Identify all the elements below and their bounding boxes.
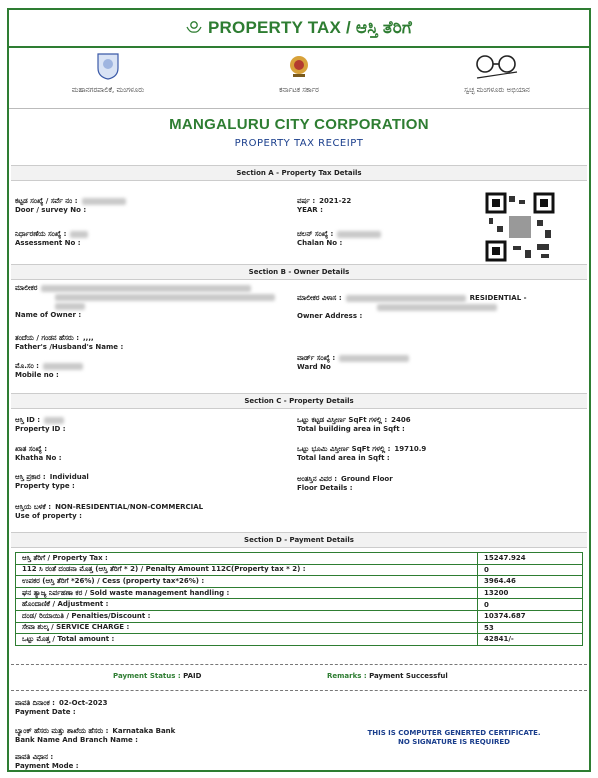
payment-row-amount: 42841/- [478,634,583,646]
section-c-heading: Section C - Property Details [11,393,587,409]
address-label-en: Owner Address : [297,312,363,320]
bank-value: Karnataka Bank [112,727,176,735]
section-a-heading: Section A - Property Tax Details [11,165,587,181]
swachh-caption: ಸ್ವಚ್ಛ ಮಂಗಳೂರು ಅಭಿಯಾನ [464,86,530,94]
mobile-label-en: Mobile no : [15,371,59,379]
status-row [9,672,589,684]
payment-row-label: ಒಟ್ಟು ಮೊತ್ತ / Total amount : [16,634,478,646]
pid-label-kn: ಆಸ್ತಿ ID : [15,416,41,424]
receipt-frame [7,8,591,772]
computer-generated-note [339,729,569,747]
mobile-field [15,362,83,380]
pid-label-en: Property ID : [15,425,66,433]
land-value: 19710.9 [394,445,427,453]
ptype-value: Individual [49,473,89,481]
payment-row [16,553,583,565]
redacted-value [337,231,381,238]
door-label-en: Door / survey No : [15,206,87,214]
payment-row-label: ಸೇವಾ ಶುಲ್ಕ / SERVICE CHARGE : [16,622,478,634]
bank-label-kn: ಬ್ಯಾಂಕ್ ಹೆಸರು ಮತ್ತು ಶಾಖೆಯ ಹೆಸರು : [15,727,109,735]
remarks-label: Remarks : [327,672,367,680]
redacted-value [339,355,409,362]
floor-field [297,475,393,493]
redacted-value [55,294,275,301]
father-value: ,,,, [83,334,94,342]
mobile-label-kn: ಮೊ.ಸಂ : [15,362,39,370]
build-label-en: Total building area in Sqft : [297,425,405,433]
chalan-label-en: Chalan No : [297,239,343,247]
assessment-label-en: Assessment No : [15,239,81,247]
owner-name-field [15,284,275,320]
khatha-label-en: Khatha No : [15,454,62,462]
payment-status-field [113,672,201,680]
payment-row [16,564,583,576]
payment-row [16,576,583,588]
cert-line-2: NO SIGNATURE IS REQUIRED [398,738,510,746]
year-field [297,197,351,215]
address-partial-value: RESIDENTIAL - [469,294,527,302]
date-label-en: Payment Date : [15,708,76,716]
khatha-field [15,445,62,463]
remarks-value: Payment Successful [369,672,448,680]
door-field [15,197,126,215]
build-label-kn: ಒಟ್ಟು ಕಟ್ಟಡ ವಿಸ್ತೀರ್ಣ SqFt ಗಳಲ್ಲಿ : [297,416,388,424]
chalan-label-kn: ಚಲನ್ ಸಂಖ್ಯೆ : [297,230,334,238]
swachh-logo-block [437,52,557,95]
receipt-subtitle: PROPERTY TAX RECEIPT [234,138,364,149]
remarks-field [327,672,448,680]
payment-row-label: 112 ಸಿ ರಂತೆ ದಂಡನಾ ಮೊತ್ತ (ಆಸ್ತಿ ತೆರಿಗೆ * 2) / Penalty Amount 112C(Property tax * 2) : [16,564,478,576]
payment-row-label: ದಂಡ/ ರಿಯಾಯಿತಿ / Penalties/Discount : [16,610,478,622]
floor-label-en: Floor Details : [297,484,353,492]
bank-field [15,727,175,745]
corporation-emblem-icon [96,52,120,80]
payment-row-amount: 3964.46 [478,576,583,588]
govt-logo-block [249,52,349,95]
redacted-value [44,417,64,424]
section-b-heading: Section B - Owner Details [11,264,587,280]
floor-label-kn: ಅಂತಸ್ತಿನ ವಿವರ : [297,475,338,483]
ward-label-en: Ward No [297,363,331,371]
payment-status-value: PAID [183,672,202,680]
payment-row-amount: 0 [478,599,583,611]
land-label-en: Total land area in Sqft : [297,454,390,462]
property-id-field [15,416,66,434]
payment-row [16,634,583,646]
payment-row [16,587,583,599]
payment-row-label: ಆಸ್ತಿ ತೆರಿಗೆ / Property Tax : [22,553,108,562]
payment-row [16,610,583,622]
payment-row-amount: 0 [478,564,583,576]
use-label-kn: ಆಸ್ತಿಯ ಬಳಕೆ : [15,503,52,511]
property-type-field [15,473,89,491]
land-label-kn: ಒಟ್ಟು ಭೂಮಿ ವಿಸ್ತೀರ್ಣ SqFt ಗಳಲ್ಲಿ : [297,445,391,453]
owner-label-kn: ಮಾಲೀಕರ [15,284,38,292]
mode-label-en: Payment Mode : [15,762,79,770]
section-d-heading: Section D - Payment Details [11,532,587,548]
payment-row-label: ಉಪಕರ (ಆಸ್ತಿ ತೆರಿಗೆ *26%) / Cess (property tax*26%) : [16,576,478,588]
corporation-title: MANGALURU CITY CORPORATION [169,116,429,133]
date-value: 02-Oct-2023 [58,699,108,707]
redacted-value [70,231,88,238]
khatha-label-kn: ಖಾತ ಸಂಖ್ಯೆ : [15,445,48,453]
payment-status-label: Payment Status : [113,672,181,680]
ward-label-kn: ವಾರ್ಡ್ ಸಂಖ್ಯೆ : [297,354,336,362]
divider [11,664,587,665]
chalan-field [297,230,381,248]
ward-field [297,354,409,372]
govt-caption: ಕರ್ನಾಟಕ ಸರ್ಕಾರ [279,86,319,94]
property-use-field [15,503,203,521]
cert-line-1: THIS IS COMPUTER GENERTED CERTIFICATE. [367,729,541,737]
hands-coin-icon [186,18,202,38]
payment-row-amount: 15247.924 [478,553,583,565]
divider [11,690,587,691]
owner-address-field [297,294,527,321]
payment-table [15,552,583,646]
ptype-label-en: Property type : [15,482,75,490]
payment-row-amount: 53 [478,622,583,634]
land-area-field [297,445,426,463]
building-area-field [297,416,411,434]
floor-value: Ground Floor [341,475,393,483]
redacted-value [55,303,85,310]
title-banner [9,10,589,48]
use-label-en: Use of property : [15,512,82,520]
payment-row-label: ಹೊಂದಾಣಿಕೆ / Adjustment : [16,599,478,611]
qr-code [485,192,555,262]
use-value: NON-RESIDENTIAL/NON-COMMERCIAL [55,503,204,511]
address-label-kn: ಮಾಲೀಕರ ವಿಳಾಸ : [297,294,342,302]
year-value: 2021-22 [319,197,352,205]
karnataka-emblem-icon [285,52,313,80]
payment-row [16,622,583,634]
year-label-en: YEAR : [297,206,323,214]
mode-label-kn: ಪಾವತಿ ವಿಧಾನ : [15,753,54,761]
swachh-glasses-icon [469,52,525,80]
payment-row [16,599,583,611]
payment-row-amount: 10374.687 [478,610,583,622]
ptype-label-kn: ಆಸ್ತಿ ಪ್ರಕಾರ : [15,473,46,481]
assessment-field [15,230,88,248]
banner-title: PROPERTY TAX / ಆಸ್ತಿ ತೆರಿಗೆ [208,18,412,37]
build-value: 2406 [391,416,411,424]
father-label-en: Father's /Husband's Name : [15,343,124,351]
redacted-value [377,304,497,311]
door-label-kn: ಕಟ್ಟಡ ಸಂಖ್ಯೆ / ಸರ್ವೆ ನಂ : [15,197,78,205]
father-name-field [15,334,123,352]
redacted-value [346,295,466,302]
date-label-kn: ಪಾವತಿ ದಿನಾಂಕ : [15,699,55,707]
redacted-value [82,198,126,205]
corporation-caption: ಮಹಾನಗರಪಾಲಿಕೆ, ಮಂಗಳೂರು [71,86,145,94]
owner-label-en: Name of Owner : [15,311,82,319]
logos-row [9,48,589,109]
bank-label-en: Bank Name And Branch Name : [15,736,138,744]
father-label-kn: ತಂದೆಯ / ಗಂಡನ ಹೆಸರು : [15,334,80,342]
redacted-value [43,363,83,370]
payment-row-label: ಘನ ತ್ಯಾಜ್ಯ ನಿರ್ವಹಣಾ ಕರ / Sold waste management handling : [16,587,478,599]
year-label-kn: ವರ್ಷ : [297,197,316,205]
payment-row-amount: 13200 [478,587,583,599]
corporation-logo-block [53,52,163,95]
assessment-label-kn: ನಿರ್ಧಾರಣೆಯ ಸಂಖ್ಯೆ : [15,230,67,238]
payment-date-field [15,699,107,717]
redacted-value [41,285,251,292]
payment-mode-field [15,753,79,771]
